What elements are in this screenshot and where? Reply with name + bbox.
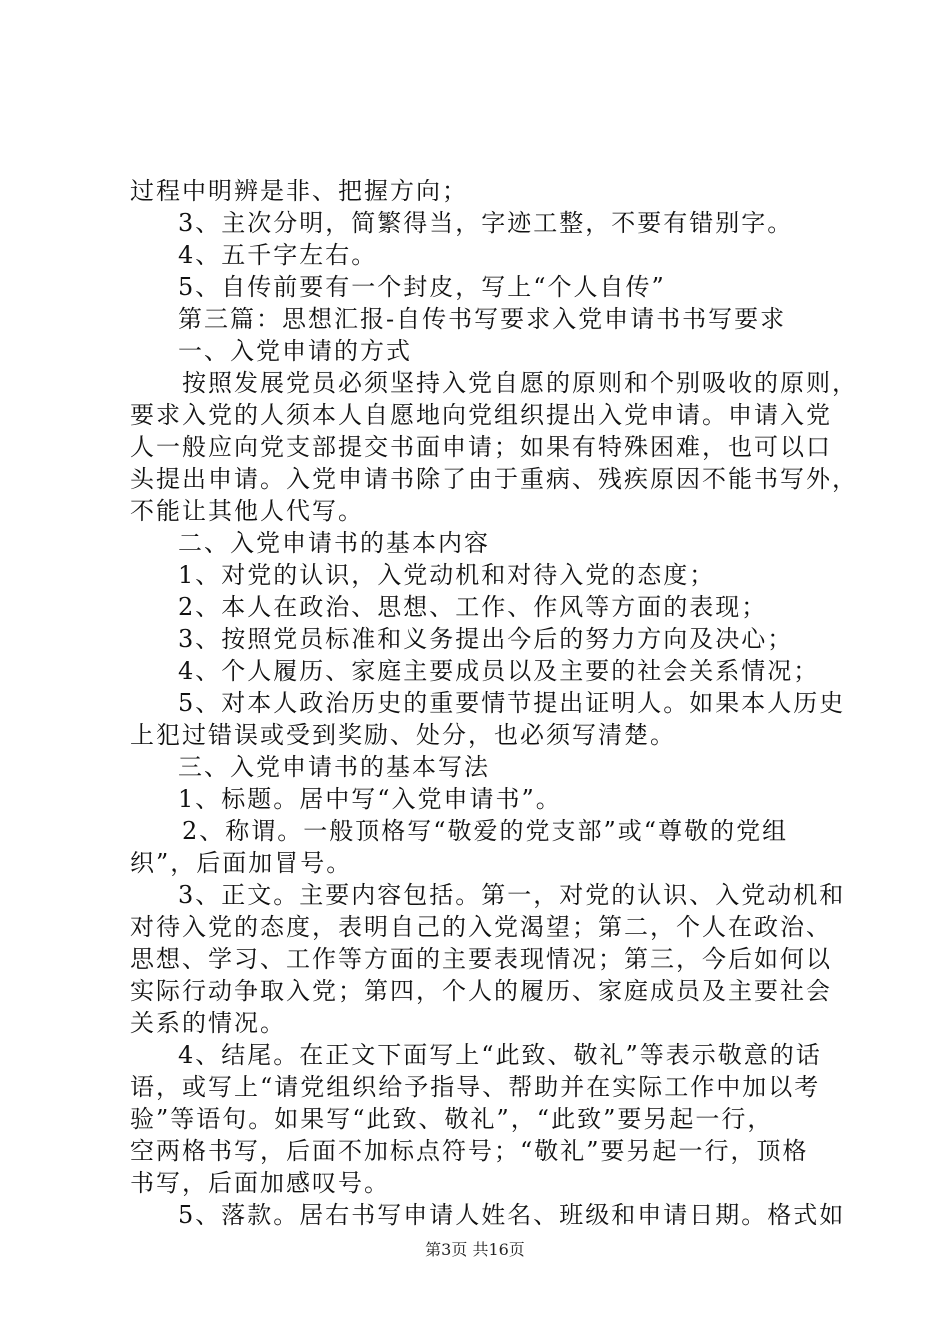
body-line: 不能让其他人代写。 [130, 497, 364, 525]
body-line: 2、称谓。一般顶格写“敬爱的党支部”或“尊敬的党组 [182, 817, 789, 845]
body-line: 2、本人在政治、思想、工作、作风等方面的表现； [178, 593, 768, 621]
page-number-footer: 第3页 共16页 [425, 1240, 525, 1259]
body-line: 5、对本人政治历史的重要情节提出证明人。如果本人历史 [178, 689, 846, 717]
body-line: 3、主次分明，简繁得当，字迹工整，不要有错别字。 [178, 209, 794, 237]
subsection-heading: 二、入党申请书的基本内容 [178, 529, 490, 557]
body-line: 1、标题。居中写“入党申请书”。 [178, 785, 562, 813]
body-line: 过程中明辨是非、把握方向； [130, 177, 468, 205]
body-line: 人一般应向党支部提交书面申请；如果有特殊困难，也可以口 [130, 433, 832, 461]
body-line: 验”等语句。如果写“此致、敬礼”，“此致”要另起一行， [130, 1105, 774, 1133]
body-line: 要求入党的人须本人自愿地向党组织提出入党申请。申请入党 [130, 401, 832, 429]
body-line: 空两格书写，后面不加标点符号；“敬礼”要另起一行，顶格 [130, 1137, 809, 1165]
body-line: 4、五千字左右。 [178, 241, 378, 269]
body-line: 头提出申请。入党申请书除了由于重病、残疾原因不能书写外， [130, 465, 858, 493]
body-line: 按照发展党员必须坚持入党自愿的原则和个别吸收的原则， [182, 369, 858, 397]
body-line: 3、正文。主要内容包括。第一，对党的认识、入党动机和 [178, 881, 846, 909]
body-line: 思想、学习、工作等方面的主要表现情况；第三，今后如何以 [130, 945, 832, 973]
body-line: 3、按照党员标准和义务提出今后的努力方向及决心； [178, 625, 794, 653]
body-line: 上犯过错误或受到奖励、处分，也必须写清楚。 [130, 721, 676, 749]
body-line: 4、个人履历、家庭主要成员以及主要的社会关系情况； [178, 657, 820, 685]
subsection-heading: 三、入党申请书的基本写法 [178, 753, 490, 781]
body-line: 5、自传前要有一个封皮，写上“个人自传” [178, 273, 666, 301]
section-heading: 第三篇：思想汇报-自传书写要求入党申请书书写要求 [178, 305, 787, 333]
body-line: 关系的情况。 [130, 1009, 286, 1037]
body-line: 实际行动争取入党；第四，个人的履历、家庭成员及主要社会 [130, 977, 832, 1005]
body-line: 书写，后面加感叹号。 [130, 1169, 390, 1197]
body-line: 4、结尾。在正文下面写上“此致、敬礼”等表示敬意的话 [178, 1041, 822, 1069]
body-line: 对待入党的态度，表明自己的入党渴望；第二，个人在政治、 [130, 913, 832, 941]
subsection-heading: 一、入党申请的方式 [178, 337, 412, 365]
body-line: 1、对党的认识，入党动机和对待入党的态度； [178, 561, 716, 589]
body-line: 织”，后面加冒号。 [130, 849, 353, 877]
body-line: 5、落款。居右书写申请人姓名、班级和申请日期。格式如 [178, 1201, 846, 1229]
body-line: 语，或写上“请党组织给予指导、帮助并在实际工作中加以考 [130, 1073, 821, 1101]
